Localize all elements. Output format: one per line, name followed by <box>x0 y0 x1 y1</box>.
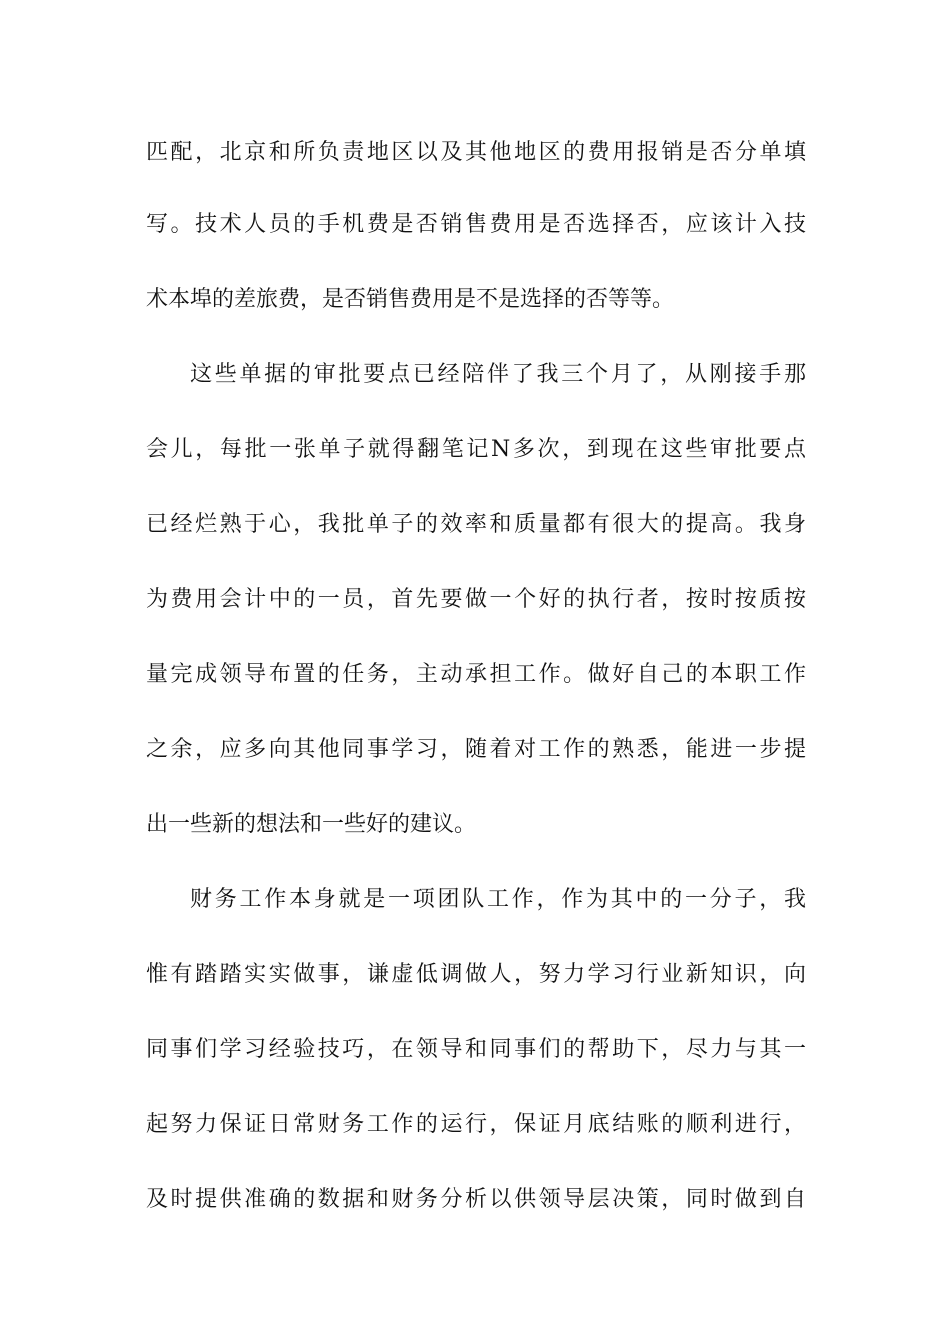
text-line-3: 术本埠的差旅费，是否销售费用是不是选择的否等等。 <box>146 287 675 312</box>
text-line-1: 匹配，北京和所负责地区以及其他地区的费用报销是否分单填 <box>146 140 806 165</box>
text-line-7: 为费用会计中的一员，首先要做一个好的执行者，按时按质按 <box>146 587 806 612</box>
text-line-5: 会儿，每批一张单子就得翻笔记N多次，到现在这些审批要点 <box>146 437 806 462</box>
text-line-13: 同事们学习经验技巧，在领导和同事们的帮助下，尽力与其一 <box>146 1037 806 1062</box>
text-line-4: 这些单据的审批要点已经陪伴了我三个月了，从刚接手那 <box>190 362 806 387</box>
text-line-12: 惟有踏踏实实做事，谦虚低调做人，努力学习行业新知识，向 <box>146 962 806 987</box>
text-line-9: 之余，应多向其他同事学习，随着对工作的熟悉，能进一步提 <box>146 737 806 762</box>
text-line-10: 出一些新的想法和一些好的建议。 <box>146 812 477 837</box>
text-line-11: 财务工作本身就是一项团队工作，作为其中的一分子，我 <box>190 887 806 912</box>
text-line-8: 量完成领导布置的任务，主动承担工作。做好自己的本职工作 <box>146 662 806 687</box>
text-line-14: 起努力保证日常财务工作的运行，保证月底结账的顺利进行， <box>146 1112 806 1137</box>
text-line-6: 已经烂熟于心，我批单子的效率和质量都有很大的提高。我身 <box>146 512 806 537</box>
text-line-2: 写。技术人员的手机费是否销售费用是否选择否，应该计入技 <box>146 212 806 237</box>
text-line-15: 及时提供准确的数据和财务分析以供领导层决策，同时做到自 <box>146 1187 806 1212</box>
